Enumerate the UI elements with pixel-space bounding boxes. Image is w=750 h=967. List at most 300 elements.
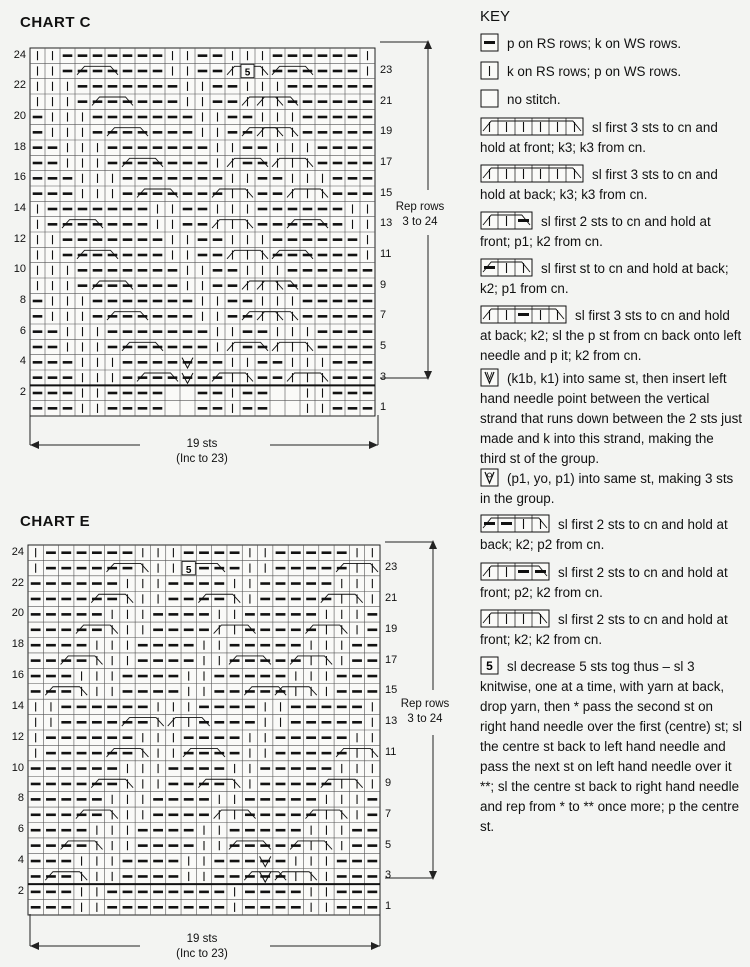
chart-stitch [333, 146, 343, 149]
chart-stitch [199, 628, 209, 631]
chart-stitch [107, 551, 117, 554]
chart-stitch [333, 254, 343, 257]
chart-stitch [138, 829, 148, 832]
chart-stitch [245, 659, 255, 662]
chart-stitch [107, 783, 117, 786]
chart-stitch [92, 736, 102, 739]
chart-stitch [33, 131, 43, 134]
chart-stitch [230, 721, 240, 724]
chart-stitch [291, 829, 301, 832]
chart-stitch [276, 813, 286, 816]
chart-stitch [198, 392, 208, 395]
chart-stitch [198, 70, 208, 73]
chart-stitch [153, 192, 163, 195]
chart-stitch [123, 223, 133, 226]
chart-stitch [288, 54, 298, 57]
chart-stitch [48, 407, 58, 410]
chart-stitch [333, 346, 343, 349]
chart-stitch [107, 706, 117, 709]
chart-stitch [123, 70, 133, 73]
chart-stitch [348, 330, 358, 333]
row-number-left: 10 [11, 761, 24, 774]
chart-stitch [63, 361, 73, 364]
chart-stitch [153, 875, 163, 878]
chart-stitch [276, 613, 286, 616]
chart-stitch [48, 330, 58, 333]
chart-stitch [288, 238, 298, 241]
chart-stitch [318, 54, 328, 57]
chart-stitch [214, 783, 224, 786]
chart-stitch [198, 376, 208, 379]
chart-stitch [198, 208, 208, 211]
chart-stitch [214, 860, 224, 863]
chart-stitch [107, 598, 117, 601]
chart-stitch [333, 177, 343, 180]
chart-stitch [61, 829, 71, 832]
key-item-knit [480, 61, 742, 82]
key-item-text: no stitch. [507, 92, 561, 107]
key-item-sl-decrease-5 [480, 656, 742, 837]
chart-stitch [138, 891, 148, 894]
chart-stitch [123, 860, 133, 863]
chart-stitch [63, 392, 73, 395]
chart-stitch [243, 392, 253, 395]
chart-stitch [77, 844, 87, 847]
chart-stitch [258, 208, 268, 211]
chart-stitch [31, 875, 41, 878]
chart-stitch [230, 736, 240, 739]
chart-stitch [153, 330, 163, 333]
chart-stitch [337, 675, 347, 678]
chart-stitch [273, 208, 283, 211]
chart-stitch [243, 300, 253, 303]
chart-stitch [183, 315, 193, 318]
chart-stitch [33, 300, 43, 303]
chart-stitch [333, 208, 343, 211]
chart-stitch [291, 628, 301, 631]
chart-stitch [276, 659, 286, 662]
chart-stitch [33, 407, 43, 410]
chart-stitch [184, 813, 194, 816]
chart-stitch [31, 644, 41, 647]
key-item-cable-3-3-back [480, 164, 742, 205]
row-number-left: 16 [13, 171, 26, 184]
chart-stitch [363, 146, 373, 149]
chart-stitch [48, 177, 58, 180]
chart-stitch [322, 736, 332, 739]
chart-stitch [260, 613, 270, 616]
chart-stitch [367, 613, 377, 616]
chart-stitch [123, 238, 133, 241]
chart-stitch [168, 829, 178, 832]
chart-stitch [33, 146, 43, 149]
chart-stitch [123, 752, 133, 755]
chart-stitch [107, 736, 117, 739]
chart-stitch [367, 798, 377, 801]
chart-stitch [306, 721, 316, 724]
chart-stitch [213, 54, 223, 57]
chart-stitch [291, 613, 301, 616]
chart-stitch [138, 721, 148, 724]
chart-stitch [46, 598, 56, 601]
chart-stitch [46, 860, 56, 863]
chart-stitch [168, 675, 178, 678]
chart-stitch [184, 906, 194, 909]
chart-stitch [138, 54, 148, 57]
chart-stitch [363, 116, 373, 119]
chart-stitch [258, 407, 268, 410]
chart-stitch [258, 177, 268, 180]
chart-stitch [184, 767, 194, 770]
row-number-right: 7 [385, 807, 392, 820]
chart-stitch [352, 675, 362, 678]
chart-stitch [333, 54, 343, 57]
chart-stitch [77, 659, 87, 662]
chart-stitch [291, 906, 301, 909]
chart-stitch [138, 223, 148, 226]
chart-stitch [352, 860, 362, 863]
row-number-left: 14 [11, 699, 24, 712]
chart-stitch [93, 70, 103, 73]
chart-stitch [168, 906, 178, 909]
chart-stitch [198, 162, 208, 165]
chart-stitch [318, 208, 328, 211]
chart-stitch [138, 162, 148, 165]
row-number-left: 4 [17, 854, 24, 867]
chart-stitch [168, 767, 178, 770]
chart-stitch [153, 690, 163, 693]
chart-stitch [291, 567, 301, 570]
chart-stitch [168, 100, 178, 103]
chart-stitch [348, 54, 358, 57]
chart-stitch [214, 675, 224, 678]
chart-stitch [348, 131, 358, 134]
chart-stitch [33, 116, 43, 119]
chart-stitch [108, 300, 118, 303]
chart-stitch [48, 208, 58, 211]
chart-stitch [213, 361, 223, 364]
key-item-text: k on RS rows; p on WS rows. [507, 64, 682, 79]
chart-stitch [198, 223, 208, 226]
chart-e-title: CHART E [20, 513, 91, 530]
chart-stitch [318, 238, 328, 241]
chart-stitch [306, 567, 316, 570]
chart-stitch [318, 300, 328, 303]
chart-stitch [213, 392, 223, 395]
chart-stitch [168, 131, 178, 134]
chart-stitch [61, 752, 71, 755]
chart-stitch [367, 875, 377, 878]
chart-stitch [230, 875, 240, 878]
chart-stitch [260, 829, 270, 832]
cable-3-3-back-icon [480, 164, 584, 183]
chart-stitch [333, 269, 343, 272]
chart-stitch [199, 767, 209, 770]
chart-stitch [348, 346, 358, 349]
chart-stitch [93, 254, 103, 257]
chart-stitch [352, 644, 362, 647]
chart-stitch [348, 162, 358, 165]
chart-stitch [352, 690, 362, 693]
chart-stitch [63, 70, 73, 73]
row-number-right: 23 [380, 64, 393, 76]
chart-stitch [367, 844, 377, 847]
chart-stitch [260, 582, 270, 585]
chart-stitch [63, 54, 73, 57]
chart-stitch [198, 192, 208, 195]
chart-stitch [123, 146, 133, 149]
row-number-left: 10 [13, 263, 26, 276]
chart-stitch [46, 644, 56, 647]
chart-stitch [78, 284, 88, 287]
chart-stitch [184, 582, 194, 585]
chart-stitch [213, 238, 223, 241]
key-item-text: sl first 2 sts to cn and hold at front; p1; k2 from cn. [480, 214, 711, 249]
chart-c-sts-label-2: (Inc to 23) [176, 453, 228, 465]
chart-stitch [31, 860, 41, 863]
chart-stitch [93, 238, 103, 241]
chart-stitch [273, 361, 283, 364]
chart-stitch [78, 85, 88, 88]
chart-stitch [46, 551, 56, 554]
chart-stitch [184, 844, 194, 847]
chart-stitch [322, 567, 332, 570]
chart-stitch [348, 315, 358, 318]
chart-stitch [318, 146, 328, 149]
chart-stitch [31, 690, 41, 693]
svg-text:5: 5 [486, 659, 493, 673]
chart-stitch [245, 644, 255, 647]
chart-stitch [46, 628, 56, 631]
chart-stitch [153, 269, 163, 272]
chart-stitch [288, 254, 298, 257]
chart-stitch [258, 146, 268, 149]
chart-stitch [306, 582, 316, 585]
chart-stitch [78, 269, 88, 272]
chart-stitch [138, 860, 148, 863]
key-item-purl [480, 33, 742, 54]
chart-stitch [153, 675, 163, 678]
inc-k1b-k1-icon [480, 368, 499, 387]
chart-stitch [337, 906, 347, 909]
row-number-left: 6 [19, 324, 26, 337]
chart-stitch [230, 690, 240, 693]
chart-stitch [243, 116, 253, 119]
chart-stitch [153, 100, 163, 103]
chart-stitch [183, 162, 193, 165]
chart-stitch [46, 829, 56, 832]
chart-stitch [108, 208, 118, 211]
row-number-right: 19 [380, 125, 393, 138]
chart-stitch [168, 628, 178, 631]
chart-stitch [153, 70, 163, 73]
chart-stitch [273, 177, 283, 180]
chart-stitch [348, 361, 358, 364]
purl-icon [480, 33, 499, 52]
chart-stitch [273, 223, 283, 226]
chart-stitch [337, 690, 347, 693]
chart-stitch [46, 783, 56, 786]
chart-stitch [168, 85, 178, 88]
chart-stitch [213, 284, 223, 287]
chart-stitch [108, 100, 118, 103]
chart-stitch [138, 675, 148, 678]
chart-stitch [333, 284, 343, 287]
chart-stitch [138, 238, 148, 241]
chart-stitch [61, 875, 71, 878]
chart-stitch [214, 875, 224, 878]
chart-stitch [213, 70, 223, 73]
row-number-left: 14 [13, 202, 26, 214]
sl-decrease-5-icon [480, 656, 499, 675]
chart-stitch [258, 330, 268, 333]
chart-stitch [322, 551, 332, 554]
chart-stitch [367, 659, 377, 662]
chart-stitch [303, 85, 313, 88]
chart-stitch [48, 223, 58, 226]
chart-stitch [214, 551, 224, 554]
chart-stitch [107, 891, 117, 894]
chart-stitch [352, 706, 362, 709]
chart-stitch [352, 829, 362, 832]
chart-stitch [108, 238, 118, 241]
chart-stitch [108, 330, 118, 333]
row-number-right: 1 [385, 900, 392, 913]
key-item-text: sl decrease 5 sts tog thus – sl 3 knitwise, one at a time, with yarn at back, drop yarn, then * pass the second st on right hand needle over the first (centre) st; sl the centre st back to left hand needle and pass the next st on left hand needle over it **; sl the centre st back to right hand needle and rep from * to ** once more; p the centre st. [480, 659, 742, 834]
chart-c-rep-arrow [380, 40, 440, 380]
chart-stitch [92, 798, 102, 801]
chart-stitch [363, 392, 373, 395]
row-number-right: 23 [385, 561, 398, 574]
chart-stitch [276, 628, 286, 631]
chart-stitch [168, 300, 178, 303]
chart-stitch [348, 300, 358, 303]
chart-stitch [168, 860, 178, 863]
chart-stitch [291, 582, 301, 585]
chart-stitch [123, 177, 133, 180]
chart-stitch [333, 70, 343, 73]
chart-stitch [367, 813, 377, 816]
chart-stitch [61, 813, 71, 816]
chart-stitch [168, 177, 178, 180]
chart-stitch [153, 644, 163, 647]
chart-stitch [199, 736, 209, 739]
chart-stitch [367, 829, 377, 832]
chart-stitch [367, 675, 377, 678]
chart-stitch [138, 300, 148, 303]
chart-stitch [318, 85, 328, 88]
chart-stitch [61, 690, 71, 693]
chart-stitch [352, 906, 362, 909]
chart-e-sts-label-1: 19 sts [186, 933, 218, 945]
chart-stitch [63, 407, 73, 410]
chart-stitch [168, 613, 178, 616]
chart-stitch [123, 269, 133, 272]
chart-stitch [33, 192, 43, 195]
chart-stitch [183, 208, 193, 211]
chart-stitch [138, 361, 148, 364]
chart-stitch [273, 192, 283, 195]
chart-stitch [306, 752, 316, 755]
chart-stitch [153, 798, 163, 801]
chart-stitch [61, 628, 71, 631]
chart-stitch [33, 162, 43, 165]
chart-stitch [77, 829, 87, 832]
chart-stitch [93, 315, 103, 318]
chart-stitch [46, 567, 56, 570]
chart-stitch [303, 100, 313, 103]
chart-stitch [303, 284, 313, 287]
chart-stitch [153, 177, 163, 180]
row-number-right: 17 [385, 653, 398, 666]
chart-stitch [61, 721, 71, 724]
chart-stitch [78, 238, 88, 241]
chart-stitch [214, 598, 224, 601]
chart-c-title: CHART C [20, 14, 91, 31]
chart-stitch [245, 844, 255, 847]
chart-stitch [352, 721, 362, 724]
key-item-cable-2-1-2-back [480, 305, 742, 366]
chart-stitch [363, 346, 373, 349]
chart-stitch [153, 238, 163, 241]
chart-stitch [153, 829, 163, 832]
chart-stitch [138, 844, 148, 847]
chart-stitch [138, 644, 148, 647]
key-item-text: (k1b, k1) into same st, then insert left hand needle point between the vertical strand that runs down between the 2 sts just made and k into this strand, making the third st of the group. [480, 371, 743, 466]
chart-stitch [363, 315, 373, 318]
chart-stitch [243, 146, 253, 149]
chart-stitch [46, 813, 56, 816]
chart-stitch [108, 269, 118, 272]
chart-stitch [337, 891, 347, 894]
chart-stitch [333, 131, 343, 134]
row-number-right: 5 [385, 838, 392, 851]
chart-stitch [92, 628, 102, 631]
chart-stitch [183, 330, 193, 333]
chart-stitch [243, 407, 253, 410]
chart-stitch [93, 208, 103, 211]
chart-stitch [77, 582, 87, 585]
chart-stitch [337, 551, 347, 554]
chart-stitch [322, 752, 332, 755]
chart-stitch [291, 706, 301, 709]
chart-stitch [138, 177, 148, 180]
chart-stitch [333, 376, 343, 379]
chart-stitch [348, 407, 358, 410]
chart-stitch [367, 860, 377, 863]
svg-text:5: 5 [244, 67, 251, 79]
chart-stitch [108, 85, 118, 88]
chart-stitch [123, 736, 133, 739]
key-item-cable-2-2-back-purl [480, 514, 742, 555]
row-number-left: 18 [11, 638, 24, 651]
chart-stitch [291, 798, 301, 801]
chart-stitch [33, 346, 43, 349]
chart-stitch [348, 269, 358, 272]
chart-stitch [322, 706, 332, 709]
chart-c-sts-label-1: 19 sts [186, 438, 218, 450]
chart-stitch [214, 690, 224, 693]
chart-stitch [138, 85, 148, 88]
chart-stitch [108, 146, 118, 149]
row-number-left: 8 [17, 792, 24, 805]
chart-stitch [363, 376, 373, 379]
chart-stitch [230, 644, 240, 647]
chart-stitch [276, 798, 286, 801]
chart-stitch [183, 223, 193, 226]
chart-stitch [78, 100, 88, 103]
chart-stitch [123, 875, 133, 878]
